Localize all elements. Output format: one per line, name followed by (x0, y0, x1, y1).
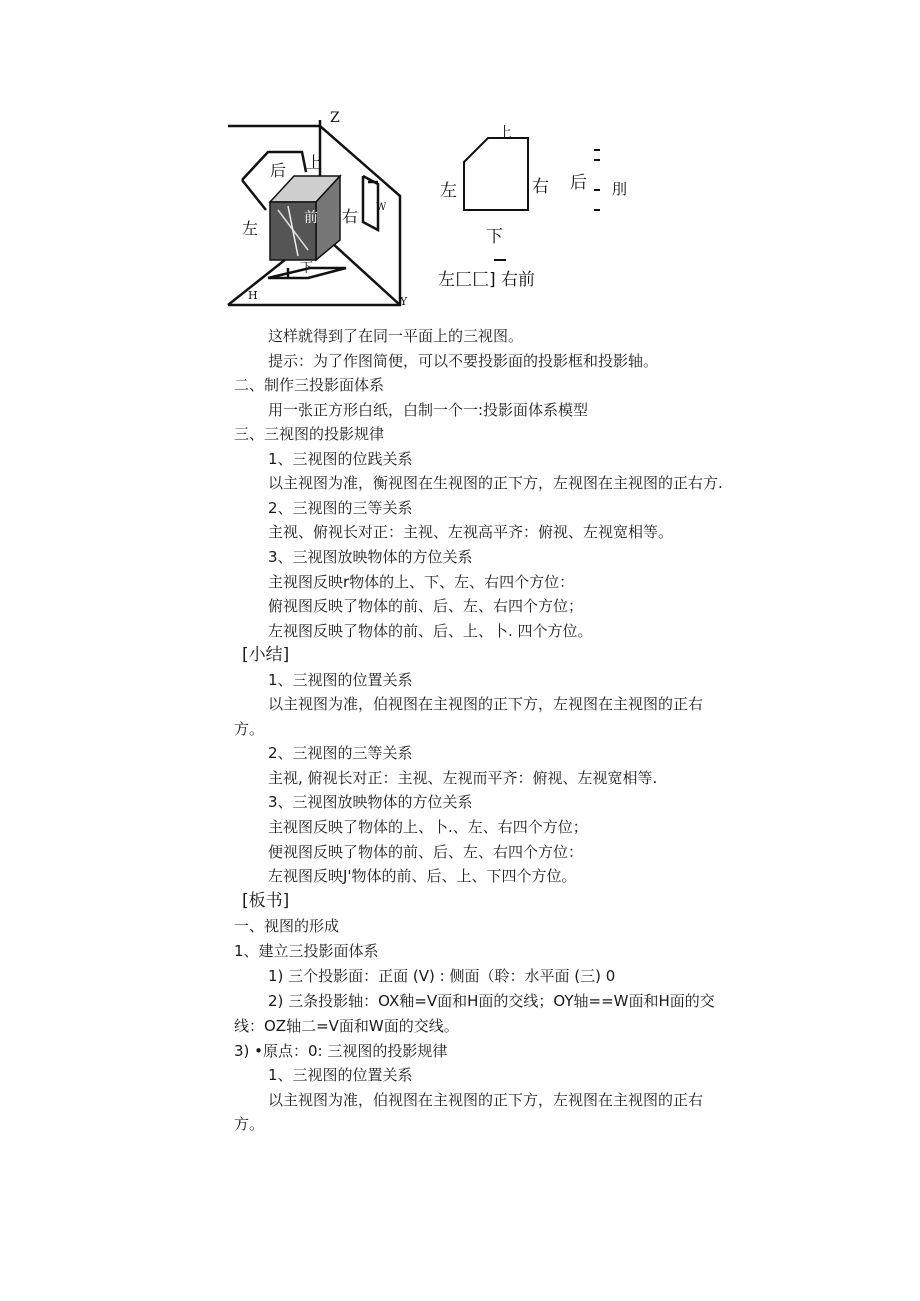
unfold-right-label: 右 (532, 177, 549, 197)
text-line: 以主视图为准，伯视图在主视图的正下方，左视图在主视图的正右 (268, 1091, 704, 1109)
text-line: 3) •原点：0: 三视图的投影规律 (234, 1042, 448, 1060)
sub-heading: 3、三视图放映物体的方位关系 (268, 793, 473, 811)
unfold-back-label: 后 (570, 173, 587, 193)
projection-diagram (228, 110, 628, 315)
text-line: 用一张正方形白纸，白制一个一:投影面体系模型 (268, 401, 589, 419)
section-heading: 三、三视图的投影规律 (234, 425, 385, 443)
unfolded-view (464, 138, 600, 260)
text-line: 这样就得到了在同一平面上的三视图。 (268, 327, 524, 345)
unfold-top-label: 上 (498, 125, 512, 141)
section-heading: 二、制作三投影面体系 (234, 376, 385, 394)
unfold-left-label: 左 (440, 181, 457, 201)
w-plane-label: W (376, 202, 387, 213)
text-line: 便视图反映了物体的前、后、左、右四个方位： (268, 843, 584, 861)
unfold-bottom-label: 下 (486, 227, 503, 247)
text-line: 主视, 俯视长对正：主视、左视而平齐：俯视、左视宽相等. (268, 769, 658, 787)
z-axis-label: Z (330, 110, 340, 126)
sub-heading: 1、建立三投影面体系 (234, 942, 379, 960)
text-line: 以主视图为准，伯视图在主视图的正下方，左视图在主视图的正右 (268, 695, 704, 713)
text-line: 提示：为了作图简便，可以不要投影面的投影框和投影轴。 (268, 352, 659, 370)
sub-heading: 3、三视图放映物体的方位关系 (268, 548, 473, 566)
y-axis-label: Y (400, 295, 408, 308)
top-label: 上 (306, 153, 323, 172)
text-line: 方。 (234, 720, 265, 738)
right-label: 右 (342, 207, 359, 226)
text-line: 主视、俯视长对正：主视、左视高平齐：俯视、左视宽相等。 (268, 523, 674, 541)
text-line: 以主视图为准，衡视图在生视图的正下方，左视图在主视图的正右方. (268, 474, 723, 492)
text-line: 2) 三条投影轴：OX釉=V面和H面的交线；OY轴==W面和H面的交 (268, 992, 715, 1010)
board-heading: [板书] (242, 891, 290, 911)
sub-heading: 1、三视图的位践关系 (268, 450, 413, 468)
unfold-front-label: 刖 (612, 180, 628, 198)
text-line: 俯视图反映了物体的前、后、左、右四个方位； (268, 597, 584, 615)
text-line: 主视图反映r物体的上、下、左、右四个方位： (268, 573, 575, 591)
section-heading: 一、视图的形成 (234, 917, 340, 935)
sub-heading: 2、三视图的三等关系 (268, 499, 413, 517)
sub-heading: 1、三视图的位置关系 (268, 1066, 413, 1084)
text-line: 左视图反映J'物体的前、后、上、下四个方位。 (268, 867, 577, 885)
h-plane-label: H (248, 289, 258, 302)
text-line: 左视图反映了物体的前、后、上、卜. 四个方位。 (268, 622, 593, 640)
text-line: 线：OZ轴二=V面和W面的交线。 (234, 1017, 459, 1035)
bottom-label: 下 (300, 261, 314, 276)
text-line: 1) 三个投影面：正面 (V) : 侧面（聆：水平面 (三) 0 (268, 967, 616, 985)
sub-heading: 1、三视图的位置关系 (268, 671, 413, 689)
text-line: 主视图反映了物体的上、卜.、左、右四个方位； (268, 818, 588, 836)
summary-heading: [小结] (242, 645, 290, 665)
left-label: 左 (242, 219, 259, 238)
sub-heading: 2、三视图的三等关系 (268, 744, 413, 762)
back-label: 后 (270, 161, 287, 180)
front-label: 前 (304, 210, 318, 226)
text-line: 方。 (234, 1115, 265, 1133)
unfold-bottom-row: 左匚匚] 右前 (438, 270, 536, 290)
